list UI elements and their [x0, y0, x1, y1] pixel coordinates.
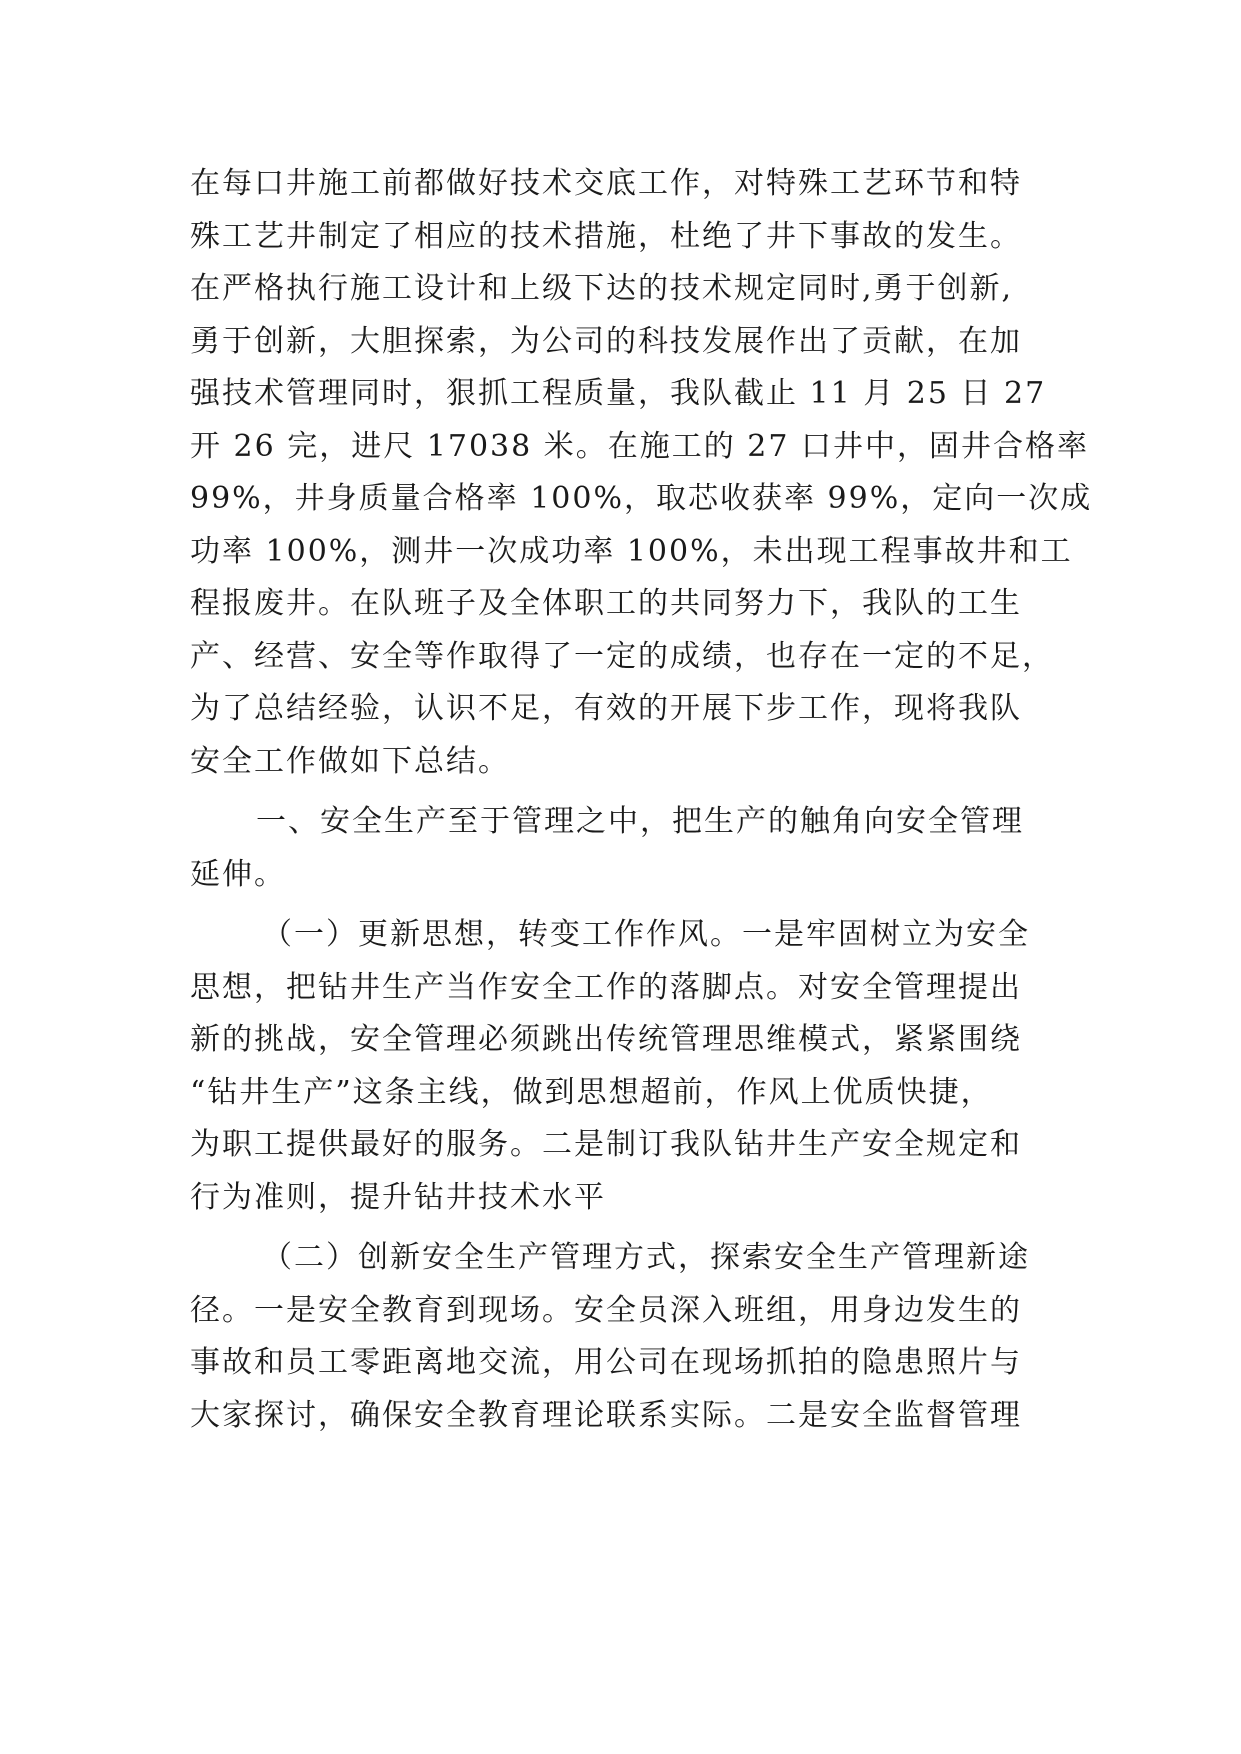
text-line: 径。一是安全教育到现场。安全员深入班组，用身边发生的: [190, 1292, 1022, 1328]
subsection-line: （二）创新安全生产管理方式，探索安全生产管理新途: [262, 1240, 1030, 1275]
text-line: 勇于创新，大胆探索，为公司的科技发展作出了贡献，在加: [190, 323, 1022, 359]
text-line: 强技术管理同时，狠抓工程质量，我队截止 11 月 25 日 27: [190, 376, 1047, 411]
section-heading-line: 延伸。: [190, 856, 286, 892]
text-line: 新的挑战，安全管理必须跳出传统管理思维模式，紧紧围绕: [190, 1022, 1022, 1057]
document-body: [190, 158, 1093, 1442]
text-line: 为职工提供最好的服务。二是制订我队钻井生产安全规定和: [190, 1127, 1022, 1162]
text-line: 安全工作做如下总结。: [190, 743, 510, 779]
text-line: 大家探讨，确保安全教育理论联系实际。二是安全监督管理: [190, 1397, 1022, 1433]
section-heading-line: 一、安全生产至于管理之中，把生产的触角向安全管理: [256, 804, 1024, 839]
text-line: 殊工艺井制定了相应的技术措施，杜绝了井下事故的发生。: [190, 218, 1022, 254]
text-line: 为了总结经验，认识不足，有效的开展下步工作，现将我队: [190, 691, 1022, 726]
text-line: 功率 100%，测井一次成功率 100%，未出现工程事故井和工: [190, 533, 1073, 569]
text-line: 行为准则，提升钻井技术水平: [190, 1179, 606, 1215]
text-line: 开 26 完，进尺 17038 米。在施工的 27 口井中，固井合格率: [190, 428, 1089, 464]
text-line: 事故和员工零距离地交流，用公司在现场抓拍的隐患照片与: [190, 1345, 1022, 1380]
text-line: “钻井生产”这条主线，做到思想超前，作风上优质快捷，: [190, 1074, 993, 1110]
text-line: 在每口井施工前都做好技术交底工作，对特殊工艺环节和特: [190, 166, 1022, 201]
text-line: 产、经营、安全等作取得了一定的成绩，也存在一定的不足，: [190, 638, 1054, 674]
subsection-line: （一）更新思想，转变工作作风。一是牢固树立为安全: [262, 917, 1030, 952]
text-line: 99%，井身质量合格率 100%，取芯收获率 99%，定向一次成: [190, 481, 1093, 516]
text-line: 在严格执行施工设计和上级下达的技术规定同时,勇于创新,: [190, 271, 1014, 306]
text-line: 思想，把钻井生产当作安全工作的落脚点。对安全管理提出: [190, 969, 1022, 1005]
text-line: 程报废井。在队班子及全体职工的共同努力下，我队的工生: [190, 586, 1022, 621]
